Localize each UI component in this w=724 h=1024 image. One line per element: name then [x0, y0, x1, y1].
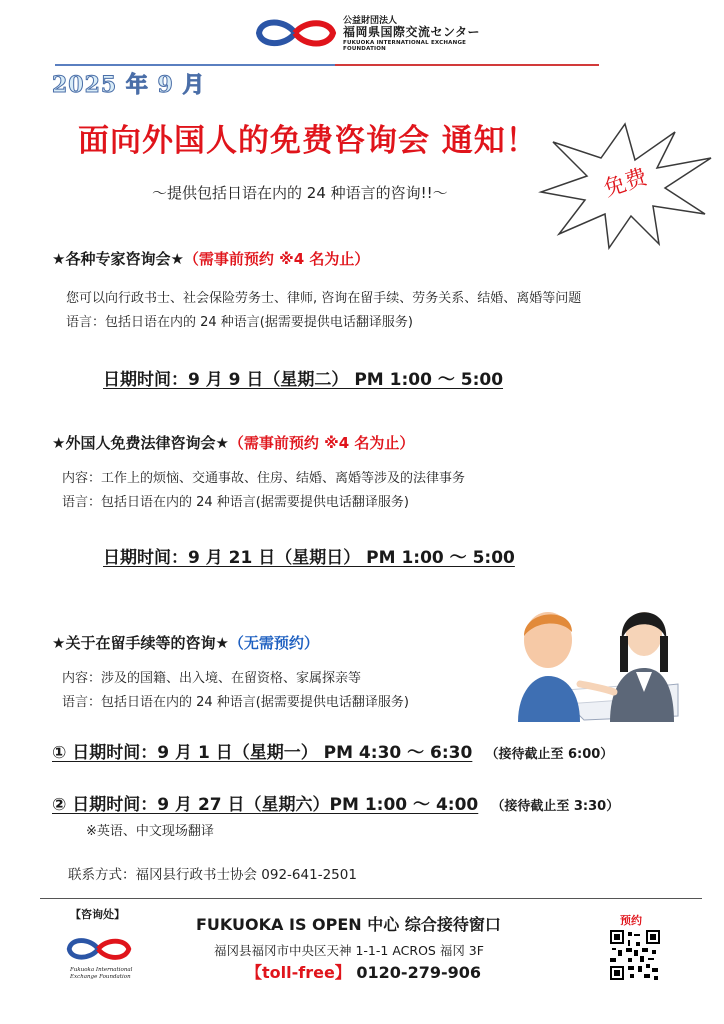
section3-date2: ② 日期时间：9 月 27 日（星期六）PM 1:00 ～ 4:00 [52, 795, 479, 815]
qr-code-icon[interactable] [610, 930, 660, 980]
section3-note: （无需预约） [228, 634, 319, 652]
footer-divider [40, 898, 702, 899]
section1-line1: 您可以向行政书士、社会保险劳务士、律师, 咨询在留手续、劳务关系、结婚、离婚等问题 [66, 291, 582, 306]
footer-title: FUKUOKA IS OPEN 中心 综合接待窗口 [196, 915, 501, 934]
reservation-label: 预约 [620, 914, 642, 927]
footer-logo-icon [66, 934, 132, 964]
section3-line1: 内容：涉及的国籍、出入境、在留资格、家属探亲等 [62, 671, 362, 686]
section3-date1: ① 日期时间：9 月 1 日（星期一） PM 4:30 ～ 6:30 [52, 743, 473, 763]
footer-logo-text [70, 967, 132, 980]
section3-line2: 语言：包括日语在内的 24 种语言(据需要提供电话翻译服务) [62, 695, 409, 710]
issue-date: 2025 年 9 月 [52, 72, 206, 98]
section1-title: ★各种专家咨询会★ [52, 250, 184, 268]
section3-heading [52, 632, 319, 653]
section1-heading [52, 248, 369, 269]
consultation-illustration [514, 596, 684, 722]
section2-title: ★外国人免费法律咨询会★ [52, 434, 229, 452]
footer-address: 福冈县福冈市中央区天神 1-1-1 ACROS 福冈 3F [214, 943, 484, 958]
page-title: 面向外国人的免费咨询会 通知！ [78, 123, 538, 159]
footer-logo-text-line2: Exchange Foundation [70, 973, 131, 980]
translation-note: ※英语、中文现场翻译 [86, 824, 214, 839]
section2-note: （需事前预约 ※4 名为止） [228, 434, 415, 452]
section1-note: （需事前预约 ※4 名为止） [183, 250, 370, 268]
org-name-line1: 公益財団法人 [343, 16, 398, 26]
free-badge-label: 免费 [600, 164, 651, 203]
section2-line1: 内容：工作上的烦恼、交通事故、住房、结婚、离婚等涉及的法律事务 [62, 471, 466, 486]
phone-number[interactable]: 0120-279-906 [356, 963, 481, 982]
free-badge [535, 118, 715, 250]
contact-info: 联系方式：福冈县行政书士协会 092-641-2501 [68, 867, 357, 883]
section3-date2-note: （接待截止至 3:30） [491, 799, 620, 814]
inquiry-label: 【咨询处】 [70, 908, 125, 921]
section3-date1-note: （接待截止至 6:00） [485, 747, 614, 762]
org-name-line2: 福岡県国際交流センター [343, 25, 481, 40]
footer-logo-text-line1: Fukuoka International [70, 967, 133, 973]
header-divider-accent [55, 64, 335, 66]
foundation-logo-icon [255, 16, 337, 50]
section2-line2: 语言：包括日语在内的 24 种语言(据需要提供电话翻译服务) [62, 495, 409, 510]
section1-date: 日期时间：9 月 9 日（星期二） PM 1:00 ～ 5:00 [103, 370, 504, 390]
footer-phone-row [246, 960, 481, 983]
section1-line2: 语言：包括日语在内的 24 种语言(据需要提供电话翻译服务) [66, 315, 413, 330]
page-subtitle: ～提供包括日语在内的 24 种语言的咨询!!～ [152, 184, 448, 202]
section3-title: ★关于在留手续等的咨询★ [52, 634, 229, 652]
section3-date2-row [52, 790, 619, 815]
org-name-line3: FUKUOKA INTERNATIONAL EXCHANGE FOUNDATION [343, 40, 467, 53]
tollfree-label: 【toll-free】 [246, 963, 351, 982]
org-header [255, 14, 485, 54]
section2-heading [52, 432, 414, 453]
section2-date: 日期时间：9 月 21 日（星期日） PM 1:00 ～ 5:00 [103, 548, 515, 568]
section3-date1-row [52, 738, 613, 763]
